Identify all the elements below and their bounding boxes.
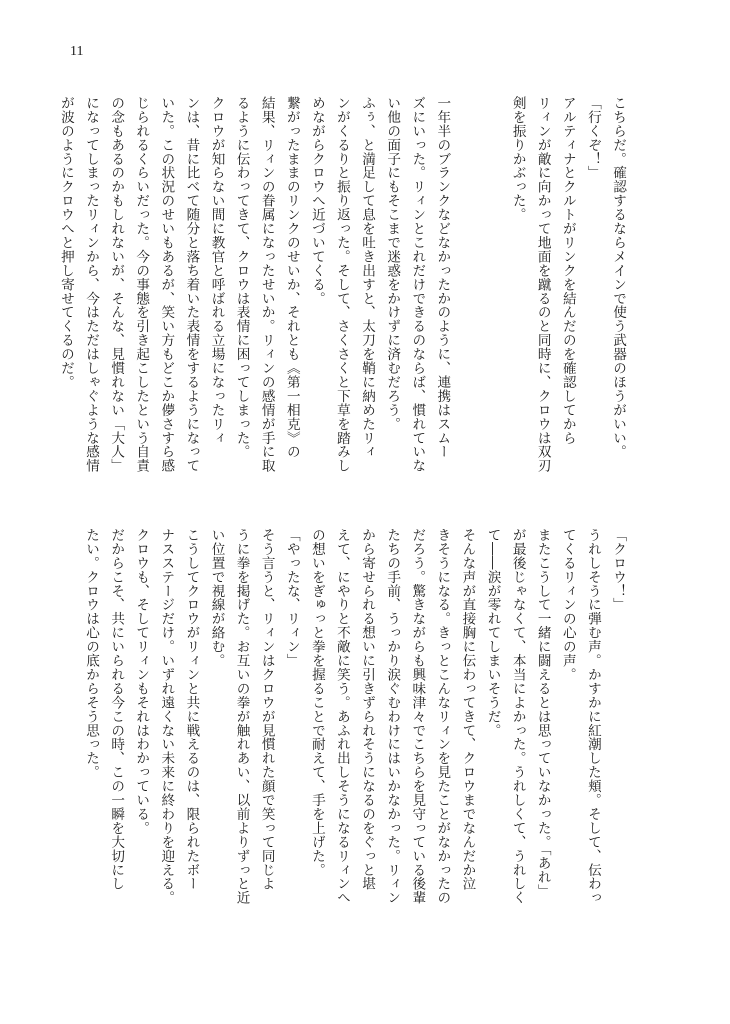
text-line: てくるリィンの心の声。 (559, 528, 576, 682)
text-line: から寄せられる想いに引きずられそうになるのをぐっと堪 (359, 528, 376, 891)
text-line: たい。クロウは心の底からそう思った。 (83, 528, 100, 780)
text-line: うに拳を掲げた。お互いの拳が触れあい、以前よりずっと近 (233, 528, 250, 905)
blank-line (454, 96, 479, 516)
page-number: 11 (70, 44, 84, 59)
text-line: 「やったな、リィン」 (283, 528, 300, 668)
text-line: ふぅ、と満足して息を吐き出すと、太刀を鞘に納めたリィ (359, 96, 376, 459)
text-line: クロウが知らない間に教官と呼ばれる立場になったリィ (208, 96, 225, 445)
text-line: 結果、リィンの眷属になったせいか。リィンの感情が手に取 (258, 96, 275, 473)
text-line: 繋がったままのリンクのせいか、それとも《第一相克》の (283, 96, 300, 459)
text-line: そんな声が直接胸に伝わってきて、クロウまでなんだか泣 (459, 528, 476, 891)
text-line: になってしまったリィンから、今はただはしゃぐような感情 (83, 96, 100, 473)
blank-line (479, 96, 504, 516)
text-line: ズにいった。リィンとこれだけできるのならば、慣れていな (409, 96, 426, 473)
text-block-bottom (78, 528, 630, 958)
text-line: が最後じゃなくて、本当によかった。うれしくて、うれしく (509, 528, 526, 905)
text-line: じられるくらいだった。今の事態を引き起こしたという自責 (133, 96, 150, 473)
text-line: めながらクロウへ近づいてくる。 (308, 96, 325, 306)
text-line: アルティナとクルトがリンクを結んだのを確認してから (559, 96, 576, 445)
text-line: こちらだ。確認するならメインで使う武器のほうがいい。 (610, 96, 626, 459)
text-line: こうしてクロウがリィンと共に戦えるのは、限られたボー (183, 528, 200, 891)
text-line: だからこそ、共にいられる今この時、この一瞬を大切にし (108, 528, 125, 891)
text-line: えて、にやりと不敵に笑う。あふれ出しそうになるリィンへ (333, 528, 350, 905)
text-line: 一年半のブランクなどなかったかのように、連携はスムー (434, 96, 451, 459)
text-line: 剣を振りかぶった。 (509, 96, 526, 222)
text-block-top (53, 96, 630, 516)
text-line: の念もあるのかもしれないが、そんな、見慣れない「大人」 (108, 96, 125, 473)
text-line: て――涙が零れてしまいそうだ。 (484, 528, 501, 738)
text-line: ンがくるりと振り返った。そして、さくさくと下草を踏みし (333, 96, 350, 473)
text-line: 「行くぞ！」 (584, 96, 601, 180)
text-line: い他の面子にもそこまで迷惑をかけずに済むだろう。 (384, 96, 401, 431)
text-line: が波のようにクロウへと押し寄せてくるのだ。 (57, 96, 74, 389)
text-line: 「クロウ！」 (610, 528, 626, 612)
text-line: きそうになる。きっとこんなリィンを見たことがなかったの (434, 528, 451, 905)
text-line: だろう。驚きながらも興味津々でこちらを見守っている後輩 (409, 528, 426, 905)
text-line: ナスステージだけ。いずれ遠くない未来に終わりを迎える。 (158, 528, 175, 905)
text-line: うれしそうに弾む声。かすかに紅潮した頬。そして、伝わっ (584, 528, 601, 905)
text-line: ンは、昔に比べて随分と落ち着いた表情をするようになって (183, 96, 200, 473)
text-line: るように伝わってきて、クロウは表情に困ってしまった。 (233, 96, 250, 459)
text-line: またこうして一緒に闘えるとは思っていなかった。「あれ」 (534, 528, 551, 898)
text-line: リィンが敵に向かって地面を蹴るのと同時に、クロウは双刃 (534, 96, 551, 473)
text-line: そう言うと、リィンはクロウが見慣れた顔で笑って同じよ (258, 528, 275, 891)
text-line: いた。この状況のせいもあるが、笑い方もどこか儚さすら感 (158, 96, 175, 473)
text-line: の想いをぎゅっと拳を握ることで耐えて、手を上げた。 (308, 528, 325, 877)
text-line: たちの手前、うっかり涙ぐむわけにはいかなかった。リィン (384, 528, 401, 905)
text-line: クロウも、そしてリィンもそれはわかっている。 (133, 528, 150, 835)
text-line: い位置で視線が絡む。 (208, 528, 225, 668)
